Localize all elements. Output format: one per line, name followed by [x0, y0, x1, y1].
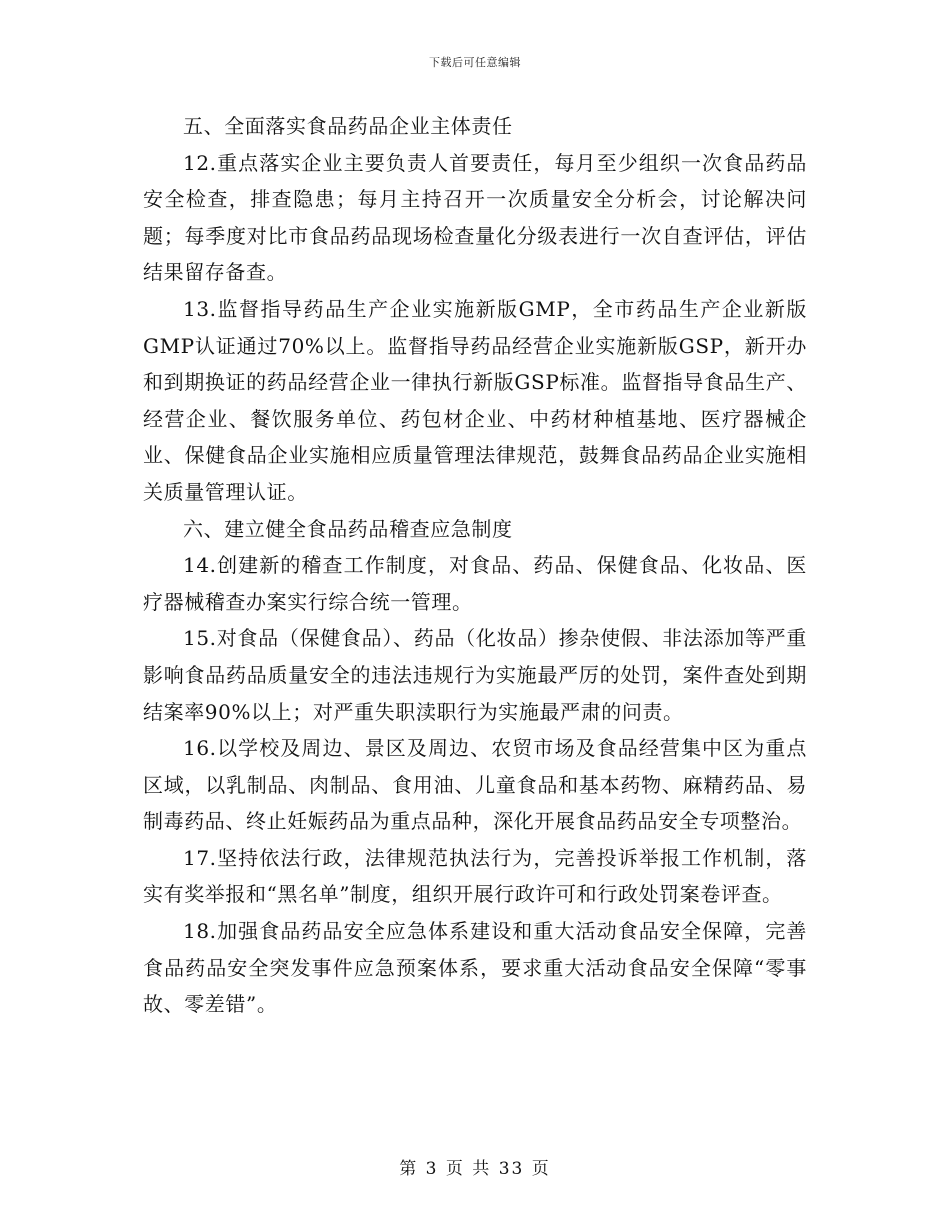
paragraph-12: 12.重点落实企业主要负责人首要责任，每月至少组织一次食品药品安全检查，排查隐患；每月主持召开一次质量安全分析会，讨论解决问题；每季度对比市食品药品现场检查量化分级表进行一次自查评估，评估结果留存备查。: [143, 150, 807, 285]
paragraph-16: 16.以学校及周边、景区及周边、农贸市场及食品经营集中区为重点区域，以乳制品、肉制品、食用油、儿童食品和基本药物、麻精药品、易制毒药品、终止妊娠药品为重点品种，深化开展食品药品安全专项整治。: [143, 736, 807, 834]
paragraph-15: 15.对食品（保健食品）、药品（化妆品）掺杂使假、非法添加等严重影响食品药品质量安全的违法违规行为实施最严厉的处罚，案件查处到期结案率90%以上；对严重失职渎职行为实施最严肃的问责。: [143, 626, 807, 724]
section-heading-6: 六、建立健全食品药品稽查应急制度: [183, 516, 513, 541]
paragraph-13: 13.监督指导药品生产企业实施新版GMP，全市药品生产企业新版GMP认证通过70%以上。监督指导药品经营企业实施新版GSP，新开办和到期换证的药品经营企业一律执行新版GSP标准。监督指导食品生产、经营企业、餐饮服务单位、药包材企业、中药材种植基地、医疗器械企业、保健食品企业实施相应质量管理法律规范，鼓舞食品药品企业实施相关质量管理认证。: [143, 296, 807, 504]
paragraph-18: 18.加强食品药品安全应急体系建设和重大活动食品安全保障，完善食品药品安全突发事件应急预案体系，要求重大活动食品安全保障“零事故、零差错”。: [143, 919, 807, 1017]
document-body: [143, 108, 807, 1023]
section-heading-5: 五、全面落实食品药品企业主体责任: [183, 114, 513, 138]
paragraph-14: 14.创建新的稽查工作制度，对食品、药品、保健食品、化妆品、医疗器械稽查办案实行综合统一管理。: [143, 553, 807, 614]
paragraph-17: 17.坚持依法行政，法律规范执法行为，完善投诉举报工作机制，落实有奖举报和“黑名单”制度，组织开展行政许可和行政处罚案卷评查。: [143, 845, 807, 907]
page-number-footer: 第 3 页 共 33 页: [399, 1159, 551, 1179]
page-header: 下载后可任意编辑: [429, 56, 521, 69]
